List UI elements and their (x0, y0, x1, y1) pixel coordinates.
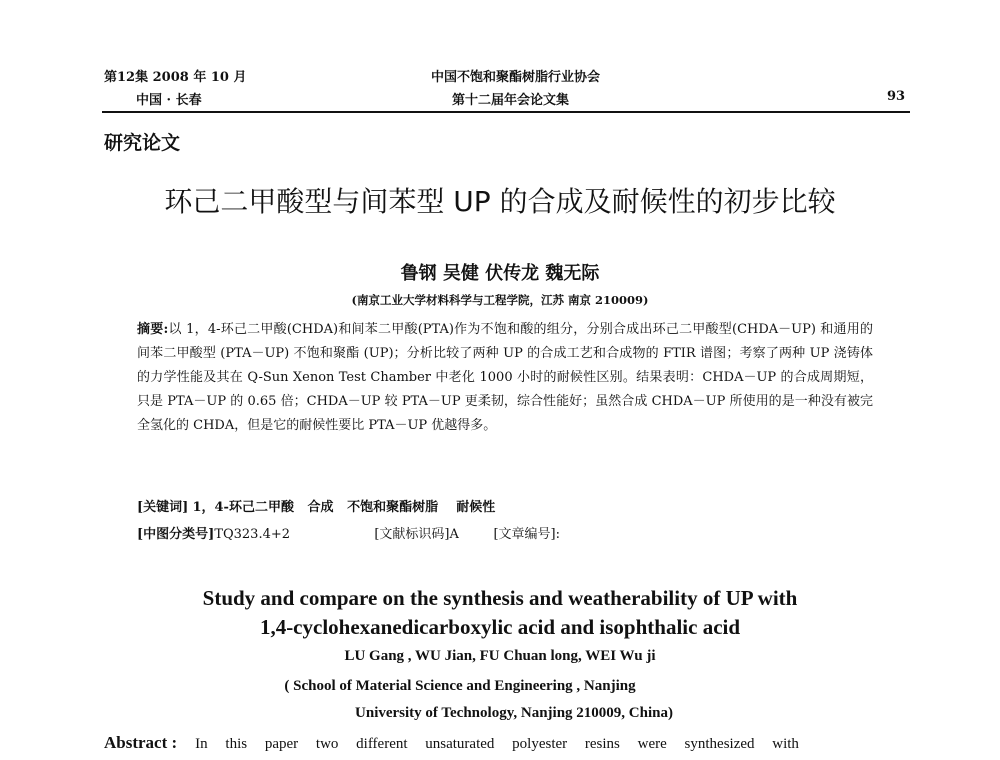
paper-title-en-line2: 1,4-cyclohexanedicarboxylic acid and isophthalic acid (259, 615, 741, 639)
classification-line (137, 523, 560, 542)
authors-cn: 鲁钢 吴健 伏传龙 魏无际 (400, 263, 600, 284)
keywords-text: 1，4-环己二甲酸 合成 不饱和聚酯树脂 耐候性 (192, 500, 496, 515)
abstract-cn-text: 以 1，4-环己二甲酸(CHDA)和间苯二甲酸(PTA)作为不饱和酸的组分，分别合成出环己二甲酸型(CHDA－UP) 和通用的间苯二甲酸型 (PTA－UP) 不饱和聚酯 (UP)；分析比较了两种 UP 的合成工艺和合成物的 FTIR 谱图；考察了两种 UP 浇铸体的力学性能及其在 Q-Sun Xenon Test Chamber 中老化 1000 小时的耐候性区别。结果表明：CHDA－UP 的合成周期短，只是 PTA－UP 的 0.65 倍；CHDA－UP 较 PTA－UP 更柔韧，综合性能好；虽然合成 CHDA－UP 所使用的是一种没有被完全氢化的 CHDA，但是它的耐候性要比 PTA－UP 优越得多。 (137, 322, 873, 433)
header-proceedings: 第十二届年会论文集 (452, 93, 570, 108)
affiliation-en-line1: ( School of Material Science and Engineering , Nanjing (284, 678, 636, 694)
header-volume-date: 第12集 2008 年 10 月 (104, 70, 247, 85)
header-location: 中国 · 长春 (136, 93, 202, 108)
affiliation-cn: (南京工业大学材料科学与工程学院，江苏 南京 210009) (351, 293, 649, 307)
doc-code-value: A (449, 527, 459, 542)
clc-label: [中图分类号] (137, 527, 215, 542)
article-number-label: [文章编号]: (493, 527, 560, 542)
header-association: 中国不饱和聚酯树脂行业协会 (431, 70, 601, 85)
clc-value: TQ323.4+2 (214, 527, 291, 542)
paper-title-en (0, 584, 1000, 642)
abstract-en (104, 733, 912, 753)
paper-title-cn: 环己二甲酸型与间苯型 UP 的合成及耐候性的初步比较 (164, 185, 836, 218)
abstract-cn (137, 318, 873, 438)
abstract-en-text: In this paper two different unsaturated polyester resins were synthesized with (195, 736, 799, 752)
abstract-en-label: Abstract : (104, 733, 178, 752)
section-label: 研究论文 (104, 132, 181, 154)
paper-title-en-line1: Study and compare on the synthesis and weatherability of UP with (202, 586, 798, 610)
page-number: 93 (887, 89, 906, 104)
keywords-label: [关键词] (137, 500, 189, 515)
keywords-line (137, 496, 495, 515)
affiliation-en-line2: University of Technology, Nanjing 210009, China) (355, 705, 673, 721)
authors-en: LU Gang , WU Jian, FU Chuan long, WEI Wu ji (344, 648, 656, 664)
abstract-cn-label: 摘要: (137, 322, 169, 337)
header-rule (102, 111, 910, 113)
doc-code-label: [文献标识码] (374, 527, 450, 542)
